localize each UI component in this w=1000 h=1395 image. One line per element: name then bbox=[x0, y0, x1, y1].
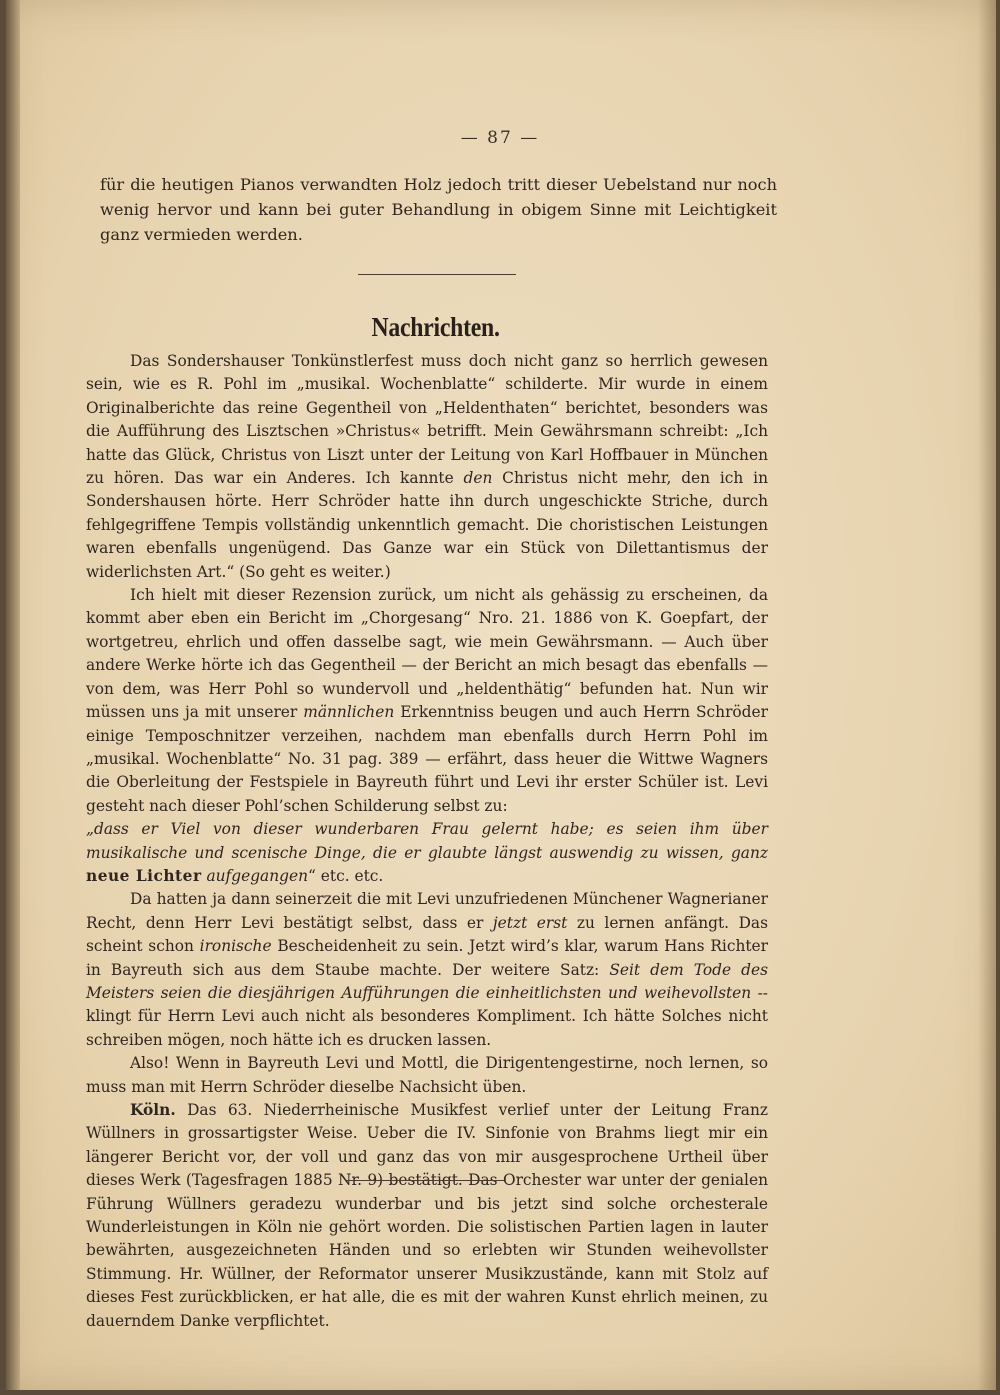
news-paragraph-koeln: Köln. Das 63. Niederrheinische Musikfest verlief unter der Leitung Franz Wüllners in grossartigster Weise. Ueber die IV. Sinfonie von Brahms liegt mir ein längerer Bericht vor, der voll und ganz das von mir ausgesprochene Urtheil über dieses Werk (Tagesfragen 1885 Nr. 9) bestätigt. Das Orchester war unter der genialen Führung Wüllners geradezu wunderbar und bis jetzt sind solche orchesterale Wunderleistungen in Köln nie gehört worden. Die solistischen Partien lagen in lauter bewährten, ausgezeichneten Händen und so erlebten wir Stunden weihevollster Stimmung. Hr. Wüllner, der Reformator unserer Musikzustände, kann mit Stolz auf dieses Fest zurückblicken, er hat alle, die es mit der wahren Kunst ehrlich meinen, zu dauerndem Danke verpflichtet. bbox=[86, 1101, 768, 1330]
section-heading: Nachrichten. bbox=[371, 312, 500, 342]
levi-quote: „dass er Viel von dieser wunderbaren Frau gelernt habe; es seien ihm über musikalische und scenische Dinge, die er glaubte längst auswendig zu wissen, ganz neue Lichter aufgegangen“ etc. etc. bbox=[86, 820, 768, 885]
news-paragraph-4: Also! Wenn in Bayreuth Levi und Mottl, die Dirigentengestirne, noch lernen, so muss man mit Herrn Schröder dieselbe Nachsicht üben. bbox=[86, 1054, 768, 1096]
news-paragraph-2: Ich hielt mit dieser Rezension zurück, um nicht als gehässig zu erscheinen, da kommt aber eben ein Bericht im „Chorgesang“ Nro. 21. 1886 von K. Goepfart, der wortgetreu, ehrlich und offen dasselbe sagt, wie mein Gewährsmann. — Auch über andere Werke hörte ich das Gegentheil — der Bericht an mich besagt das ebenfalls — von dem, was Herr Pohl so wundervoll und „heldenthätig“ befunden hat. Nun wir müssen uns ja mit unserer männlichen Erkenntniss beugen und auch Herrn Schröder einige Temposchnitzer verzeihen, nachdem man ebenfalls durch Herrn Pohl im „musikal. Wochenblatte“ No. 31 pag. 389 — erfährt, dass heuer die Wittwe Wagners die Oberleitung der Festspiele in Bayreuth führt und Levi ihr erster Schüler ist. Levi gesteht nach dieser Pohl’schen Schilderung selbst zu: bbox=[86, 586, 769, 815]
page-number: — 87 — bbox=[460, 128, 540, 148]
news-paragraph-1: Das Sondershauser Tonkünstlerfest muss doch nicht ganz so herrlich gewesen sein, wie es R. Pohl im „musikal. Wochenblatte“ schilderte. Mir wurde in einem Originalberichte das reine Gegentheil von „Heldenthaten“ berichtet, besonders was die Aufführung des Lisztschen »Christus« betrifft. Mein Gewährsmann schreibt: „Ich hatte das Glück, Christus von Liszt unter der Leitung von Karl Hoffbauer in München zu hören. Das war ein Anderes. Ich kannte den Christus nicht mehr, den ich in Sondershausen hörte. Herr Schröder hatte ihn durch ungeschickte Striche, durch fehlgegriffene Tempis vollständig unkenntlich gemacht. Die choristischen Leistungen waren ebenfalls ungenügend. Das Ganze war ein Stück von Dilettantismus der widerlichsten Art.“ (So geht es weiter.) bbox=[86, 352, 768, 581]
section-divider-bottom bbox=[346, 1180, 504, 1181]
news-paragraph-3: Da hatten ja dann seinerzeit die mit Levi unzufriedenen Münchener Wagnerianer Recht, denn Herr Levi bestätigt selbst, dass er jetzt erst zu lernen anfängt. Das scheint schon ironische Bescheidenheit zu sein. Jetzt wird’s klar, warum Hans Richter in Bayreuth sich aus dem Staube machte. Der weitere Satz: Seit dem Tode des Meisters seien die diesjährigen Aufführungen die einheitlichsten und weihevollsten -- klingt für Herrn Levi auch nicht als besonderes Kompliment. Ich hätte Solches nicht schreiben mögen, noch hätte ich es drucken lassen. bbox=[86, 890, 769, 1049]
section-divider-top bbox=[358, 274, 516, 275]
intro-paragraph: für die heutigen Pianos verwandten Holz jedoch tritt dieser Uebelstand nur noch wenig hervor und kann bei guter Behandlung in obigem Sinne mit Leichtigkeit ganz vermieden werden. bbox=[100, 175, 777, 245]
news-body bbox=[86, 350, 768, 1333]
book-gutter bbox=[6, 0, 20, 1390]
